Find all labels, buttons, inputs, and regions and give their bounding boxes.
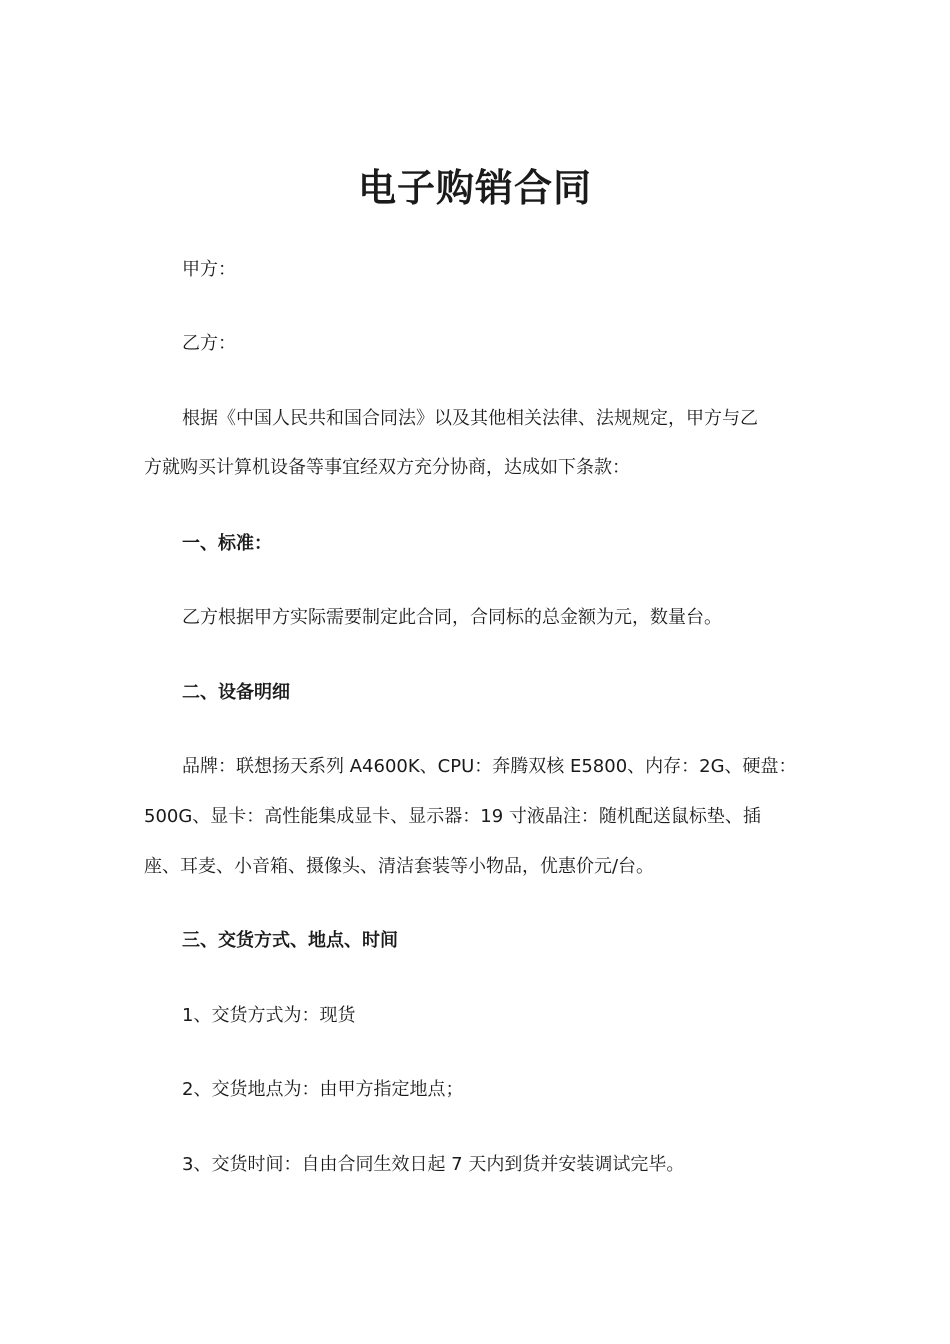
- section3-item-3: 3、交货时间：自由合同生效日起 7 天内到货并安装调试完毕。: [182, 1154, 685, 1175]
- preamble-line-1: 根据《中国人民共和国合同法》以及其他相关法律、法规规定，甲方与乙: [182, 408, 758, 429]
- preamble-line-2: 方就购买计算机设备等事宜经双方充分协商，达成如下条款：: [144, 457, 630, 478]
- section1-heading: 一、标准：: [182, 533, 272, 554]
- section3-heading: 三、交货方式、地点、时间: [182, 930, 398, 951]
- section2-line-3: 座、耳麦、小音箱、摄像头、清洁套装等小物品，优惠价元/台。: [144, 856, 655, 877]
- section3-item-2: 2、交货地点为：由甲方指定地点；: [182, 1079, 464, 1100]
- section2-heading: 二、设备明细: [182, 682, 290, 703]
- section2-line-2: 500G、显卡：高性能集成显卡、显示器：19 寸液晶注：随机配送鼠标垫、插: [144, 806, 761, 827]
- party-b-label: 乙方：: [182, 333, 236, 354]
- section3-item-1: 1、交货方式为：现货: [182, 1005, 356, 1026]
- section1-text: 乙方根据甲方实际需要制定此合同，合同标的总金额为元，数量台。: [182, 607, 722, 628]
- page-title: 电子购销合同: [357, 166, 592, 210]
- section2-line-1: 品牌：联想扬天系列 A4600K、CPU：奔腾双核 E5800、内存：2G、硬盘：: [182, 756, 797, 777]
- party-a-label: 甲方：: [182, 259, 236, 280]
